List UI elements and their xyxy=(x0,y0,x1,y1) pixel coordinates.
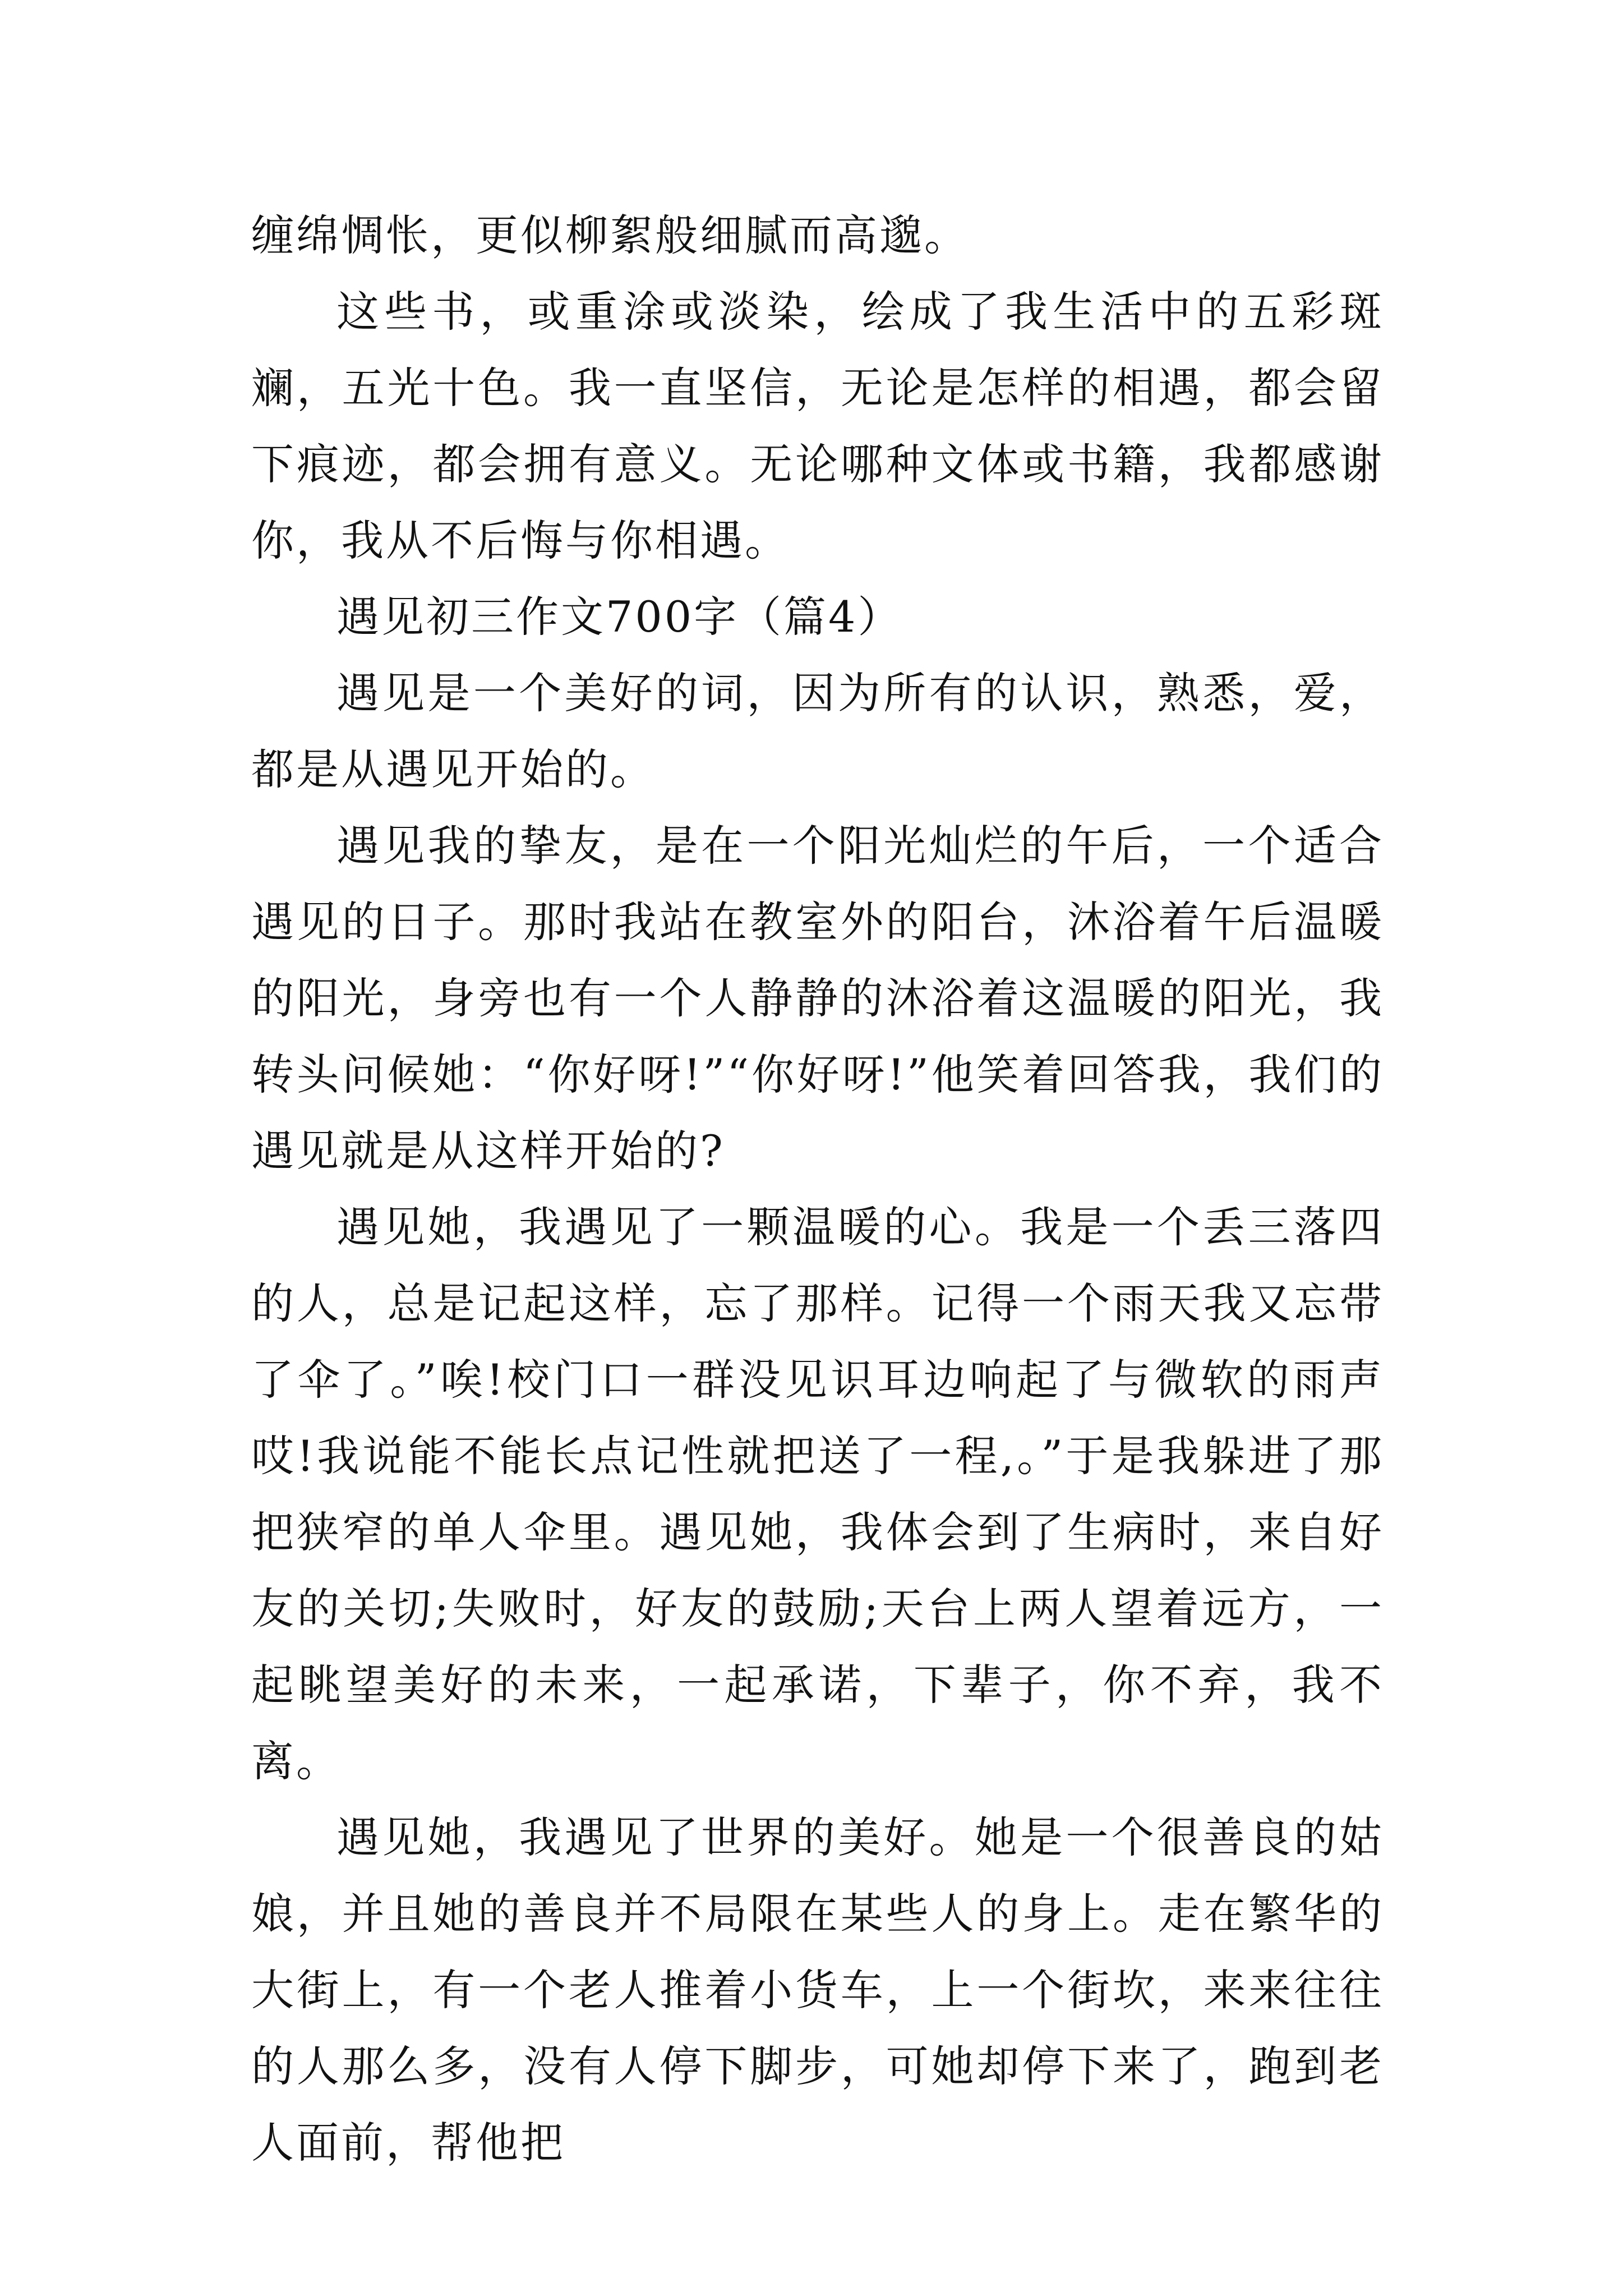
document-body xyxy=(251,197,1384,2181)
paragraph-books: 这些书，或重涂或淡染，绘成了我生活中的五彩斑斓，五光十色。我一直坚信，无论是怎样的相遇，都会留下痕迹，都会拥有意义。无论哪种文体或书籍，我都感谢你，我从不后悔与你相遇。 xyxy=(251,287,1384,565)
section-heading: 遇见初三作文700字（篇4） xyxy=(336,592,903,642)
paragraph-meeting-friend: 遇见我的挚友，是在一个阳光灿烂的午后，一个适合遇见的日子。那时我站在教室外的阳台，沐浴着午后温暖的阳光，身旁也有一个人静静的沐浴着这温暖的阳光，我转头问候她：“你好呀!”“你好呀!”他笑着回答我，我们的遇见就是从这样开始的? xyxy=(251,821,1384,1176)
continued-paragraph: 缠绵惆怅，更似柳絮般细腻而高邈。 xyxy=(251,210,969,260)
paragraph-kindness: 遇见她，我遇见了世界的美好。她是一个很善良的姑娘，并且她的善良并不局限在某些人的身上。走在繁华的大街上，有一个老人推着小货车，上一个街坎，来来往往的人那么多，没有人停下脚步，可她却停下来了，跑到老人面前，帮他把 xyxy=(251,1812,1384,2168)
paragraph-intro: 遇见是一个美好的词，因为所有的认识，熟悉，爱，都是从遇见开始的。 xyxy=(251,668,1384,794)
paragraph-warm-heart: 遇见她，我遇见了一颗温暖的心。我是一个丢三落四的人，总是记起这样，忘了那样。记得一个雨天我又忘带了伞了。”唉!校门口一群没见识耳边响起了与微软的雨声哎!我说能不能长点记性就把送了一程,。”于是我躲进了那把狭窄的单人伞里。遇见她，我体会到了生病时，来自好友的关切;失败时，好友的鼓励;天台上两人望着远方，一起眺望美好的未来，一起承诺，下辈子，你不弃，我不离。 xyxy=(251,1202,1384,1786)
